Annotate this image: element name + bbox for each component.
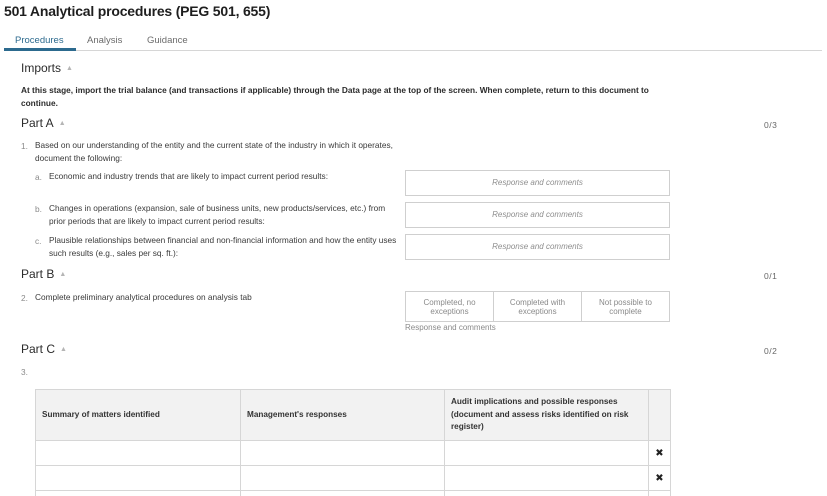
option-not-possible[interactable]: Not possible to complete <box>581 292 669 321</box>
summary-cell[interactable] <box>36 466 241 491</box>
question-1-text: Based on our understanding of the entity and the current state of the industry in which it operates, document the following: <box>35 140 393 163</box>
tab-analysis[interactable]: Analysis <box>87 35 123 46</box>
part-b-title: Part B <box>21 267 55 281</box>
table-row <box>36 441 671 466</box>
question-2-text: Complete preliminary analytical procedures on analysis tab <box>35 292 252 302</box>
tab-guidance[interactable]: Guidance <box>147 35 188 46</box>
question-number: 3. <box>21 367 28 377</box>
table-header-row <box>36 390 671 441</box>
tab-procedures[interactable]: Procedures <box>15 35 64 46</box>
actions-cell <box>649 491 671 496</box>
part-c-progress: 0/2 <box>764 346 778 356</box>
item-b-text: Changes in operations (expansion, sale of business units, new products/services, etc.) from prior periods that are likely to impact current period results: <box>49 203 386 226</box>
matters-table <box>35 389 671 496</box>
option-completed-no-exceptions[interactable]: Completed, no exceptions <box>423 297 476 316</box>
response-field-b[interactable]: Response and comments <box>405 202 670 228</box>
response-field-a[interactable]: Response and comments <box>405 170 670 196</box>
column-header-summary: Summary of matters identified <box>36 390 241 441</box>
response-cell[interactable] <box>241 466 445 491</box>
response-comments-link[interactable]: Response and comments <box>405 323 496 332</box>
part-a-title: Part A <box>21 116 54 130</box>
question-number: 2. <box>21 293 28 303</box>
page-title: 501 Analytical procedures (PEG 501, 655) <box>4 3 271 19</box>
active-tab-indicator <box>4 48 76 51</box>
implications-cell[interactable] <box>445 466 649 491</box>
part-a-header[interactable] <box>21 116 66 130</box>
caret-up-icon[interactable]: ▲ <box>59 271 67 278</box>
option-completed-with-exceptions[interactable]: Completed with exceptions <box>493 292 581 321</box>
part-b-progress: 0/1 <box>764 271 778 281</box>
imports-title: Imports <box>21 61 62 75</box>
part-b-header[interactable] <box>21 267 66 281</box>
response-field-c[interactable]: Response and comments <box>405 234 670 260</box>
implications-cell[interactable] <box>445 491 649 496</box>
caret-up-icon[interactable]: ▲ <box>60 346 67 353</box>
item-letter: a. <box>35 172 42 182</box>
imports-instructions: At this stage, import the trial balance (and transactions if applicable) through the Data page at the top of the screen. When complete, return to this document to continue. <box>21 85 649 108</box>
part-a-progress: 0/3 <box>764 120 778 130</box>
caret-up-icon[interactable]: ▲ <box>58 120 66 127</box>
column-header-management: Management's responses <box>241 390 445 441</box>
response-cell[interactable] <box>241 441 445 466</box>
question-number: 1. <box>21 141 28 151</box>
item-letter: c. <box>35 236 42 246</box>
column-header-implications: Audit implications and possible responses (document and assess risks identified on risk register) <box>445 390 649 441</box>
completion-options <box>405 291 670 322</box>
imports-section-header[interactable] <box>21 61 73 75</box>
column-header-actions <box>649 390 671 441</box>
caret-up-icon[interactable]: ▲ <box>66 65 73 72</box>
table-row <box>36 466 671 491</box>
delete-row-icon[interactable]: ✖ <box>649 466 671 491</box>
part-c-title: Part C <box>21 342 56 356</box>
item-letter: b. <box>35 204 42 214</box>
summary-cell[interactable] <box>36 441 241 466</box>
table-row <box>36 491 671 496</box>
implications-cell[interactable] <box>445 441 649 466</box>
tab-bar <box>4 32 822 51</box>
delete-row-icon[interactable]: ✖ <box>649 441 671 466</box>
part-c-header[interactable] <box>21 342 67 356</box>
item-a-text: Economic and industry trends that are likely to impact current period results: <box>49 171 328 181</box>
item-c-text: Plausible relationships between financial and non-financial information and how the entity uses such results (e.g., sales per sq. ft.): <box>49 235 397 258</box>
summary-cell[interactable] <box>36 491 241 496</box>
response-cell[interactable] <box>241 491 445 496</box>
